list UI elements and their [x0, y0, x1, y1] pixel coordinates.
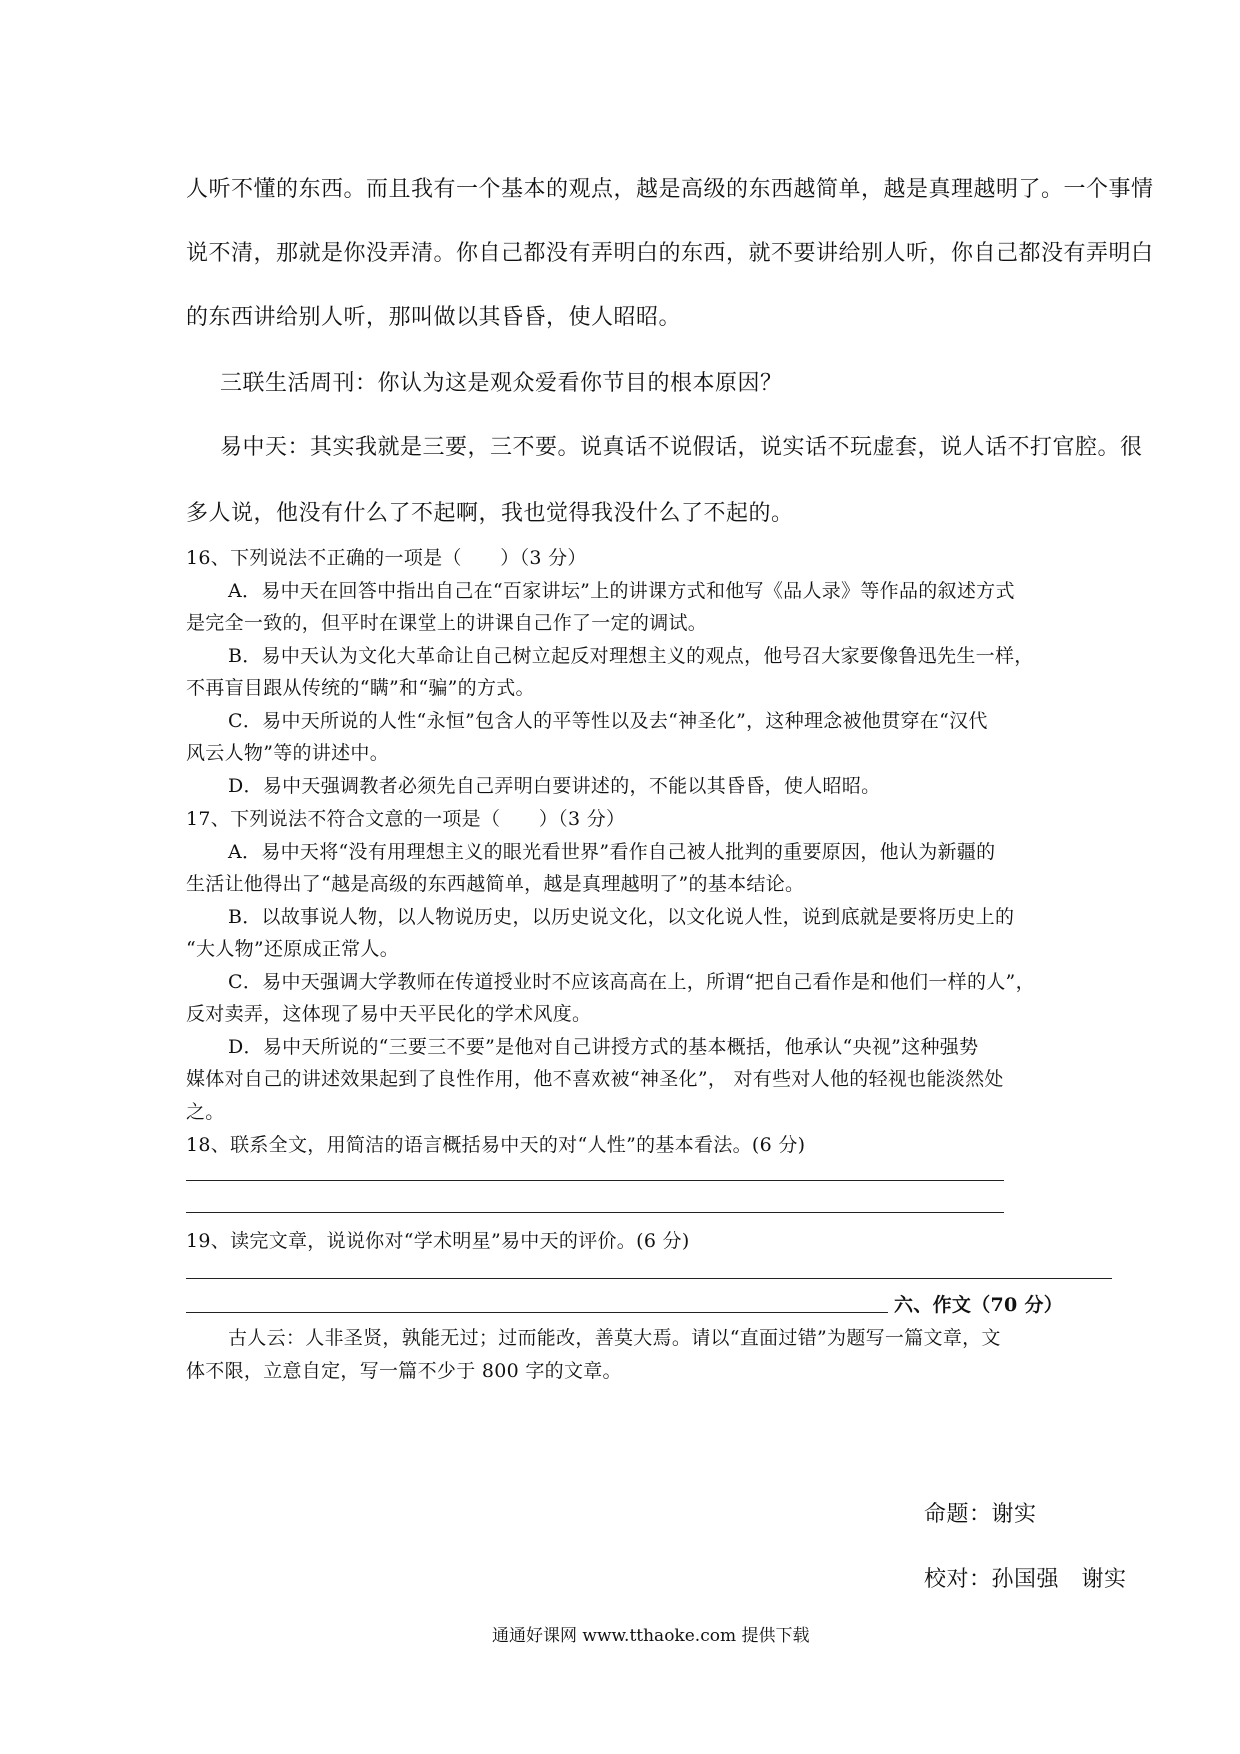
- q17-option-b-line-2: “大人物”还原成正常人。: [186, 938, 400, 960]
- q16-option-b-line-1: B．易中天认为文化大革命让自己树立起反对理想主义的观点，他号召大家要像鲁迅先生一样，: [228, 645, 1034, 667]
- q16-option-c-line-2: 风云人物”等的讲述中。: [186, 742, 390, 764]
- q17-option-b-line-1: B．以故事说人物，以人物说历史，以历史说文化，以文化说人性，说到底就是要将历史上的: [228, 906, 1015, 928]
- passage-line-3: 的东西讲给别人听，那叫做以其昏昏，使人昭昭。: [186, 305, 682, 330]
- q16-option-d: D．易中天强调教者必须先自己弄明白要讲述的，不能以其昏昏，使人昭昭。: [228, 775, 881, 797]
- q16-option-a-line-1: A．易中天在回答中指出自己在“百家讲坛”上的讲课方式和他写《品人录》等作品的叙述方式: [228, 580, 1015, 602]
- q17-option-a-line-2: 生活让他得出了“越是高级的东西越简单，越是真理越明了”的基本结论。: [186, 873, 805, 895]
- interview-question: 三联生活周刊：你认为这是观众爱看你节目的根本原因？: [220, 371, 783, 396]
- q17-option-d-line-2: 媒体对自己的讲述效果起到了良性作用，他不喜欢被“神圣化”， 对有些对人他的轻视也能淡然处: [186, 1068, 1004, 1090]
- essay-prompt-line-1: 古人云：人非圣贤，孰能无过；过而能改，善莫大焉。请以“直面过错”为题写一篇文章，文: [228, 1327, 1001, 1349]
- interview-answer-line-1: 易中天：其实我就是三要，三不要。说真话不说假话，说实话不玩虚套，说人话不打官腔。很: [220, 435, 1143, 460]
- passage-line-2: 说不清，那就是你没弄清。你自己都没有弄明白的东西，就不要讲给别人听，你自己都没有弄明白: [186, 241, 1154, 266]
- footer-source: 通通好课网 www.tthaoke.com 提供下载: [492, 1626, 810, 1646]
- essay-heading: 六、作文（70 分）: [894, 1294, 1064, 1316]
- q17-option-c-line-1: C．易中天强调大学教师在传道授业时不应该高高在上，所谓“把自己看作是和他们一样的人”，: [228, 971, 1035, 993]
- q17-stem: 17、下列说法不符合文意的一项是（ ）（3 分）: [186, 808, 626, 830]
- interview-answer-line-2: 多人说，他没有什么了不起啊，我也觉得我没什么了不起的。: [186, 501, 794, 526]
- essay-prompt-line-2: 体不限，立意自定，写一篇不少于 800 字的文章。: [186, 1360, 622, 1382]
- passage-line-1: 人听不懂的东西。而且我有一个基本的观点，越是高级的东西越简单，越是真理越明了。一个事情: [186, 177, 1154, 202]
- q17-option-d-line-3: 之。: [186, 1101, 225, 1123]
- q19-stem: 19、读完文章，说说你对“学术明星”易中天的评价。(6 分): [186, 1230, 690, 1252]
- q16-stem: 16、下列说法不正确的一项是（ ）（3 分）: [186, 547, 587, 569]
- q16-option-c-line-1: C．易中天所说的人性“永恒”包含人的平等性以及去“神圣化”，这种理念被他贯穿在“汉代: [228, 710, 988, 732]
- q18-stem: 18、联系全文，用简洁的语言概括易中天的对“人性”的基本看法。(6 分): [186, 1134, 806, 1156]
- proofread-credit: 校对：孙国强 谢实: [924, 1567, 1127, 1592]
- q16-option-b-line-2: 不再盲目跟从传统的“瞒”和“骗”的方式。: [186, 677, 535, 699]
- q19-answer-line-2[interactable]: [186, 1312, 888, 1313]
- q17-option-c-line-2: 反对卖弄，这体现了易中天平民化的学术风度。: [186, 1003, 592, 1025]
- q18-answer-line-1[interactable]: [186, 1180, 1004, 1181]
- q19-answer-line-1[interactable]: [186, 1278, 1112, 1279]
- q16-option-a-line-2: 是完全一致的，但平时在课堂上的讲课自己作了一定的调试。: [186, 612, 708, 634]
- author-credit: 命题：谢实: [924, 1502, 1037, 1527]
- q17-option-d-line-1: D．易中天所说的“三要三不要”是他对自己讲授方式的基本概括，他承认“央视”这种强势: [228, 1036, 979, 1058]
- q18-answer-line-2[interactable]: [186, 1212, 1004, 1213]
- q17-option-a-line-1: A．易中天将“没有用理想主义的眼光看世界”看作自己被人批判的重要原因，他认为新疆的: [228, 841, 996, 863]
